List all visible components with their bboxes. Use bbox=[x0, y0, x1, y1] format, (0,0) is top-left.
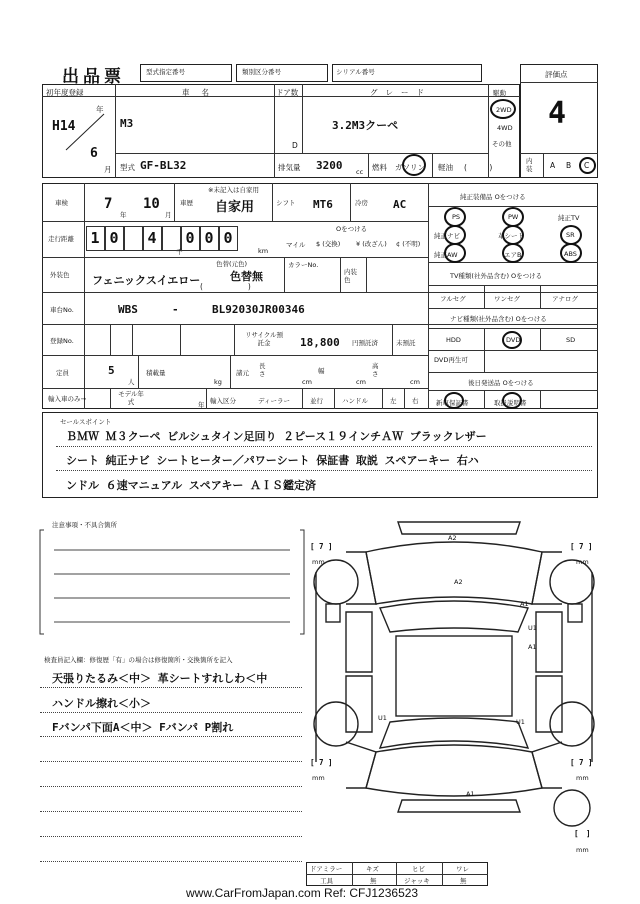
chassis-label: 車台No. bbox=[50, 306, 74, 314]
car-name: M3 bbox=[120, 117, 134, 130]
mileage-digit: 0 bbox=[109, 229, 119, 247]
year-unit: 年 bbox=[96, 105, 104, 114]
tread-value: 7 bbox=[579, 758, 584, 767]
model-year-unit: 年 bbox=[198, 401, 205, 409]
displacement-label: 排気量 bbox=[278, 163, 301, 172]
recycle-unit: 円預託済 bbox=[352, 339, 378, 347]
rip-label: ワレ bbox=[456, 865, 469, 873]
reg-label: 登録No. bbox=[50, 337, 74, 345]
drive-4wd: 4WD bbox=[497, 124, 513, 132]
fuel-value: ガソリン bbox=[395, 163, 425, 172]
cm-unit: cm bbox=[410, 378, 420, 386]
shift-label: シフト bbox=[276, 199, 296, 207]
inspection-month: 10 bbox=[143, 196, 160, 212]
note-line-2: ハンドル擦れ＜小＞ bbox=[52, 697, 151, 710]
inspection-year: 7 bbox=[104, 196, 113, 212]
interior-label: 内装 bbox=[526, 157, 533, 173]
color-orig-value: 色替無 bbox=[230, 270, 263, 283]
tread-value: 7 bbox=[319, 758, 324, 767]
later-manual: 取扱説明書 bbox=[494, 399, 527, 407]
mileage-digit: 4 bbox=[147, 229, 157, 247]
grade-score-value: 4 bbox=[548, 96, 567, 131]
inspection-month-unit: 月 bbox=[165, 211, 172, 219]
damage-mark: U1 bbox=[528, 624, 537, 632]
jack-value: 無 bbox=[460, 877, 467, 885]
handle-label: ハンドル bbox=[342, 397, 368, 405]
damage-mark: A1 bbox=[466, 790, 475, 798]
interior-c-circle bbox=[579, 157, 596, 174]
inspection-year-unit: 年 bbox=[120, 211, 127, 219]
damage-mark: U1 bbox=[516, 718, 525, 726]
recycle-unpaid: 未預託 bbox=[396, 339, 416, 347]
mm-unit: mm bbox=[312, 558, 325, 566]
drive-2wd-circle bbox=[490, 99, 516, 119]
tread-fl: [ 7 ] bbox=[310, 542, 333, 551]
mm-unit: mm bbox=[576, 846, 589, 854]
tread-value: 7 bbox=[319, 542, 324, 551]
color-no-label: カラーNo. bbox=[288, 261, 319, 269]
car-name-label: 車名 bbox=[182, 88, 221, 97]
oem-title: 純正装備品 Oをつける bbox=[460, 193, 526, 201]
drive-label: 駆動 bbox=[493, 89, 506, 97]
car-damage-diagram bbox=[306, 512, 602, 860]
nav-title: ナビ種類(社外品含む) Oをつける bbox=[450, 315, 547, 323]
crack-label: ヒビ bbox=[412, 865, 425, 873]
mileage-flag-tamper: ¥ (改ざん) bbox=[356, 240, 387, 248]
drive-other: その他 bbox=[492, 140, 512, 148]
tread-spare: [ ] bbox=[574, 829, 591, 838]
interior-c: C bbox=[584, 161, 590, 170]
jack-label: ジャッキ bbox=[404, 877, 430, 885]
color-value: フェニックスイエロー bbox=[92, 274, 201, 287]
mileage-flag-unknown: ¢ (不明) bbox=[396, 240, 421, 248]
seats-unit: 人 bbox=[128, 378, 135, 386]
mileage-digit: 0 bbox=[204, 229, 214, 247]
note-line-3: Fバンパ下面A＜中＞ Fバンパ P割れ bbox=[52, 721, 234, 734]
km-unit: km bbox=[258, 247, 269, 255]
tools-label: 工具 bbox=[320, 877, 333, 885]
oem-pw-circle bbox=[502, 207, 524, 227]
oem-abs: ABS bbox=[564, 250, 577, 258]
oem-leather-circle bbox=[502, 225, 524, 245]
oem-ps: PS bbox=[452, 213, 461, 221]
oem-nav-circle bbox=[444, 225, 466, 245]
nav-hdd: HDD bbox=[446, 336, 461, 344]
mileage-digit: 0 bbox=[185, 229, 195, 247]
chassis-dash: - bbox=[172, 303, 179, 316]
tv-oneseg: ワンセグ bbox=[494, 295, 520, 303]
notes-label: 注意事項・不具合箇所 bbox=[52, 521, 117, 529]
seats-label: 定員 bbox=[56, 369, 69, 377]
ac-label: 冷房 bbox=[355, 199, 368, 207]
oem-leather: 革シート bbox=[498, 232, 524, 240]
mirror-label: ドアミラー bbox=[310, 865, 343, 873]
height-label: 高さ bbox=[372, 362, 379, 378]
cc-unit: cc bbox=[356, 168, 364, 176]
seats-value: 5 bbox=[108, 364, 115, 377]
mm-unit: mm bbox=[312, 774, 325, 782]
length-label: 長さ bbox=[259, 362, 266, 378]
dim-label: 諸元 bbox=[236, 369, 249, 377]
recycle-value: 18,800 bbox=[300, 336, 340, 349]
mileage-circle-note: Oをつける bbox=[336, 225, 368, 233]
interior-a: A bbox=[550, 161, 556, 170]
doors-label: ドア数 bbox=[276, 88, 299, 97]
color-label: 外装色 bbox=[50, 271, 70, 279]
tread-rr: [ 7 ] bbox=[570, 758, 593, 767]
oem-pw: PW bbox=[508, 213, 519, 221]
kg-unit: kg bbox=[214, 378, 222, 386]
fuel-circle bbox=[402, 154, 426, 176]
tv-title: TV種類(社外品含む) Oをつける bbox=[450, 272, 543, 280]
grade-label: グレード bbox=[370, 88, 432, 97]
doors-unit: D bbox=[292, 141, 298, 150]
damage-mark: A2 bbox=[448, 534, 457, 542]
later-warranty: 新車保証書 bbox=[436, 399, 469, 407]
model-label: 型式 bbox=[120, 163, 135, 172]
fuel-label: 燃料 bbox=[372, 163, 387, 172]
recycle-label: リサイクル預託金 bbox=[244, 331, 284, 347]
interior-color-label: 内装色 bbox=[344, 268, 357, 284]
chassis-no: BL92030JR00346 bbox=[212, 303, 305, 316]
sales-line-2: シート 純正ナビ シートヒーター／パワーシート 保証書 取説 スペアーキー 右ハ bbox=[66, 454, 479, 467]
ac-value: AC bbox=[393, 198, 407, 211]
nav-sd: SD bbox=[566, 336, 576, 344]
model-year-label: モデル年式 bbox=[118, 390, 144, 406]
cm-unit: cm bbox=[302, 378, 312, 386]
reference-watermark: www.CarFromJapan.com Ref: CFJ1236523 bbox=[186, 886, 419, 900]
mileage-label: 走行距離 bbox=[48, 235, 74, 243]
oem-aw-circle bbox=[444, 243, 466, 263]
shift-value: MT6 bbox=[313, 198, 333, 211]
tv-analog: アナログ bbox=[552, 295, 578, 303]
oem-sr-circle bbox=[560, 225, 582, 245]
page-title: 出品票 bbox=[62, 67, 125, 87]
displacement-value: 3200 bbox=[316, 159, 343, 172]
diesel-paren: ( ) bbox=[464, 163, 493, 172]
nav-dvd-circle bbox=[502, 331, 522, 349]
usage-note: ※未記入は自家用 bbox=[208, 186, 259, 194]
tread-fr: [ 7 ] bbox=[570, 542, 593, 551]
handle-right: 右 bbox=[412, 397, 419, 405]
grade-value: 3.2M3クーペ bbox=[332, 119, 399, 132]
sales-label: セールスポイント bbox=[60, 418, 112, 426]
tread-value: 7 bbox=[579, 542, 584, 551]
chassis-prefix: WBS bbox=[118, 303, 138, 316]
tread-rl: [ 7 ] bbox=[310, 758, 333, 767]
oem-nav: 純正ナビ bbox=[434, 232, 460, 240]
oem-aw: 純正AW bbox=[434, 251, 458, 259]
load-label: 積載量 bbox=[146, 369, 166, 377]
type-cert-label: 型式指定番号 bbox=[146, 68, 185, 76]
first-reg-label: 初年度登録 bbox=[46, 88, 84, 97]
later-title: 後日発送品 Oをつける bbox=[468, 379, 534, 387]
mm-unit: mm bbox=[576, 558, 589, 566]
note-line-1: 天張りたるみ＜中＞ 革シートすれしわ＜中 bbox=[52, 672, 268, 685]
mileage-digit: 0 bbox=[223, 229, 233, 247]
oem-tv: 純正TV bbox=[558, 214, 580, 222]
dealer-label: ディーラー bbox=[258, 397, 290, 405]
import-type-label: 輸入区分 bbox=[210, 397, 236, 405]
first-reg-year: H14 bbox=[52, 119, 76, 134]
oem-airbag-circle bbox=[502, 243, 524, 263]
sales-line-3: ンドル ６速マニュアル スペアキー ＡＩＳ鑑定済 bbox=[66, 479, 316, 492]
handle-left: 左 bbox=[390, 397, 397, 405]
later-warranty-circle bbox=[444, 392, 464, 409]
later-manual-circle bbox=[502, 392, 522, 409]
mileage-digit: 1 bbox=[90, 229, 100, 247]
mile-label: マイル bbox=[286, 241, 306, 249]
grade-score-label: 評価点 bbox=[545, 70, 568, 79]
mileage-flag-exchange: $ (交換) bbox=[316, 240, 341, 248]
damage-mark: A2 bbox=[454, 578, 463, 586]
color-orig-paren: ( ) bbox=[200, 282, 251, 291]
cm-unit: cm bbox=[356, 378, 366, 386]
interior-b: B bbox=[566, 161, 572, 170]
width-label: 幅 bbox=[318, 367, 325, 375]
damage-mark: U1 bbox=[378, 714, 387, 722]
oem-ps-circle bbox=[444, 207, 466, 227]
tools-value: 無 bbox=[370, 877, 377, 885]
mm-unit: mm bbox=[576, 774, 589, 782]
tv-fullseg: フルセグ bbox=[440, 295, 466, 303]
first-reg-month: 6 bbox=[90, 146, 98, 161]
nav-dvd: DVD bbox=[506, 336, 521, 344]
damage-mark: A1 bbox=[520, 600, 529, 608]
usage-label: 車歴 bbox=[180, 199, 193, 207]
damage-mark: A1 bbox=[528, 643, 537, 651]
dvd-playback: DVD再生可 bbox=[434, 356, 468, 364]
color-orig-label: 色替(元色) bbox=[216, 260, 248, 268]
sales-line-1: ＢＭＷ Ｍ３クーペ ビルシュタイン足回り ２ピース１９インチＡＷ ブラックレザー bbox=[66, 430, 487, 443]
month-unit: 月 bbox=[104, 165, 112, 174]
drive-2wd: 2WD bbox=[496, 106, 512, 114]
usage-value: 自家用 bbox=[215, 200, 255, 215]
inspector-label: 検査員記入欄：修復歴「有」の場合は修復箇所・交換箇所を記入 bbox=[44, 656, 233, 664]
scratch-label: キズ bbox=[366, 865, 379, 873]
parallel-label: 並行 bbox=[310, 397, 323, 405]
oem-sr: SR bbox=[566, 231, 575, 239]
thousand-unit: 千 bbox=[176, 248, 183, 256]
import-label: 輸入車のみ→ bbox=[48, 395, 86, 403]
class-label: 類別区分番号 bbox=[242, 68, 281, 76]
serial-label: シリアル番号 bbox=[336, 68, 375, 76]
oem-abs-circle bbox=[560, 243, 582, 263]
model-value: GF-BL32 bbox=[140, 159, 187, 172]
diesel-label: 軽油 bbox=[438, 163, 453, 172]
inspection-label: 車検 bbox=[55, 199, 68, 207]
oem-airbag: エアB bbox=[504, 251, 522, 259]
